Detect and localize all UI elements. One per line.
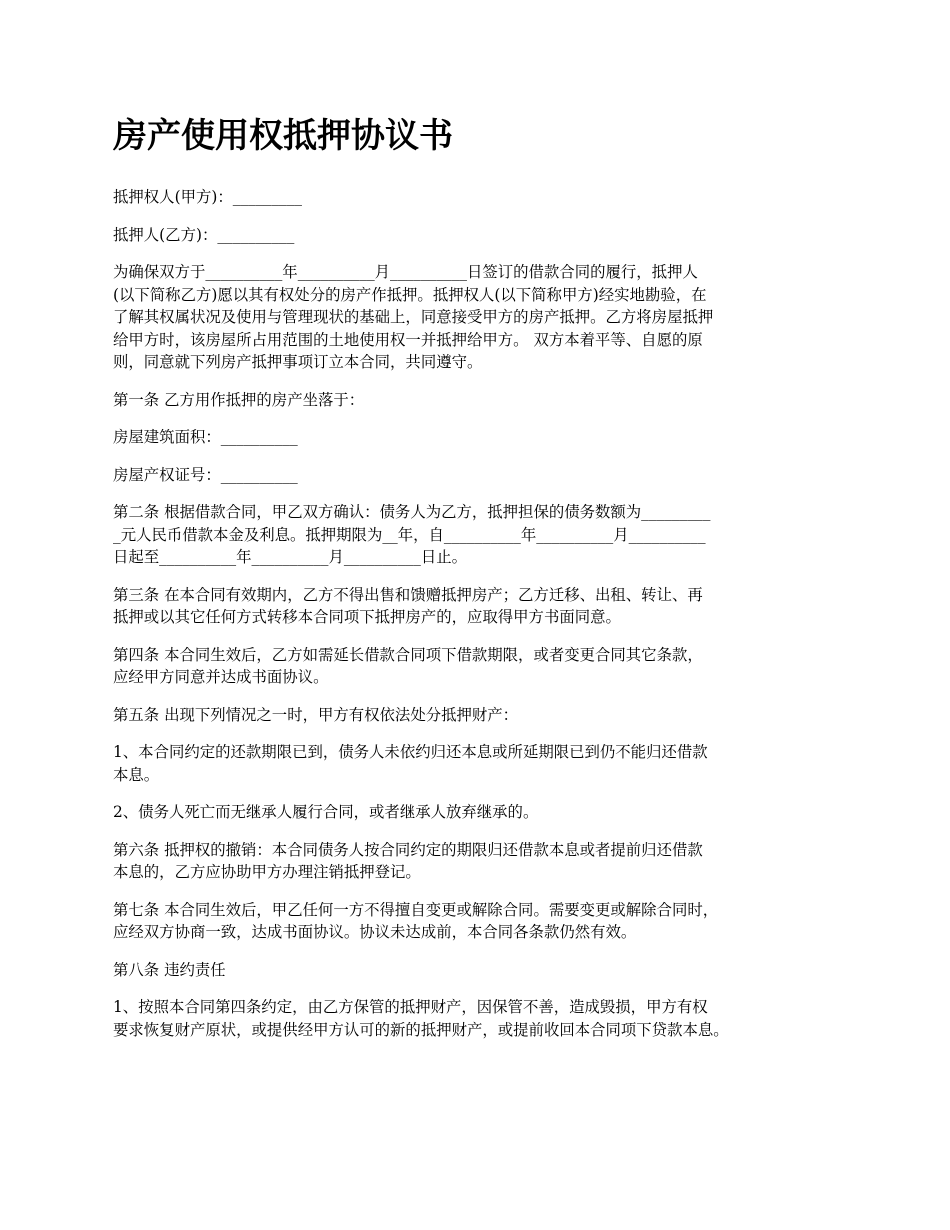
- party-a-line: 抵押权人(甲方)：_________: [113, 188, 303, 206]
- article-5: 第五条 出现下列情况之一时，甲方有权依法处分抵押财产：: [113, 705, 519, 724]
- article-5-item-2: 2、债务人死亡而无继承人履行合同，或者继承人放弃继承的。: [113, 803, 539, 821]
- article-7: 第七条 本合同生效后，甲乙任何一方不得擅自变更或解除合同。需要变更或解除合同时， 应经双方协商一致，达成书面协议。协议未达成前，本合同各条款仍然有效。: [113, 900, 719, 941]
- property-cert-line: 房屋产权证号：__________: [113, 465, 298, 484]
- article-2: 第二条 根据借款合同，甲乙双方确认：债务人为乙方，抵押担保的债务数额为_________ _元人民币借款本金及利息。抵押期限为__年，自__________年__________月__________ 日起至__________年__________月__________日止。: [113, 503, 711, 566]
- article-4: 第四条 本合同生效后，乙方如需延长借款合同项下借款期限，或者变更合同其它条款， 应经甲方同意并达成书面协议。: [113, 645, 703, 686]
- article-8: 第八条 违约责任: [113, 960, 226, 979]
- article-6: 第六条 抵押权的撤销：本合同债务人按合同约定的期限归还借款本息或者提前归还借款 本息的，乙方应协助甲方办理注销抵押登记。: [113, 840, 703, 881]
- article-8-item-1: 1、按照本合同第四条约定，由乙方保管的抵押财产，因保管不善，造成毁损，甲方有权 要求恢复财产原状，或提供经甲方认可的新的抵押财产，或提前收回本合同项下贷款本息。: [113, 998, 729, 1039]
- party-b-line: 抵押人(乙方)：__________: [113, 225, 295, 244]
- preamble-paragraph: 为确保双方于__________年__________月__________日签订的借款合同的履行，抵押人 (以下简称乙方)愿以其有权处分的房产作抵押。抵押权人(以下简称甲方)经实地勘验，在 了解其权属状况及使用与管理现状的基础上，同意接受甲方的房产抵押。乙方将房屋抵押 给甲方时，该房屋所占用范围的土地使用权一并抵押给甲方。 双方本着平等、自愿的原 则，同意就下列房产抵押事项订立本合同，共同遵守。: [113, 263, 714, 371]
- document-title: 房产使用权抵押协议书: [113, 116, 453, 156]
- building-area-line: 房屋建筑面积：__________: [113, 428, 298, 446]
- article-1: 第一条 乙方用作抵押的房产坐落于：: [113, 390, 365, 409]
- article-3: 第三条 在本合同有效期内，乙方不得出售和馈赠抵押房产；乙方迁移、出租、转让、再 抵押或以其它任何方式转移本合同项下抵押房产的，应取得甲方书面同意。: [113, 585, 703, 626]
- article-5-item-1: 1、本合同约定的还款期限已到，债务人未依约归还本息或所延期限已到仍不能归还借款 本息。: [113, 743, 708, 784]
